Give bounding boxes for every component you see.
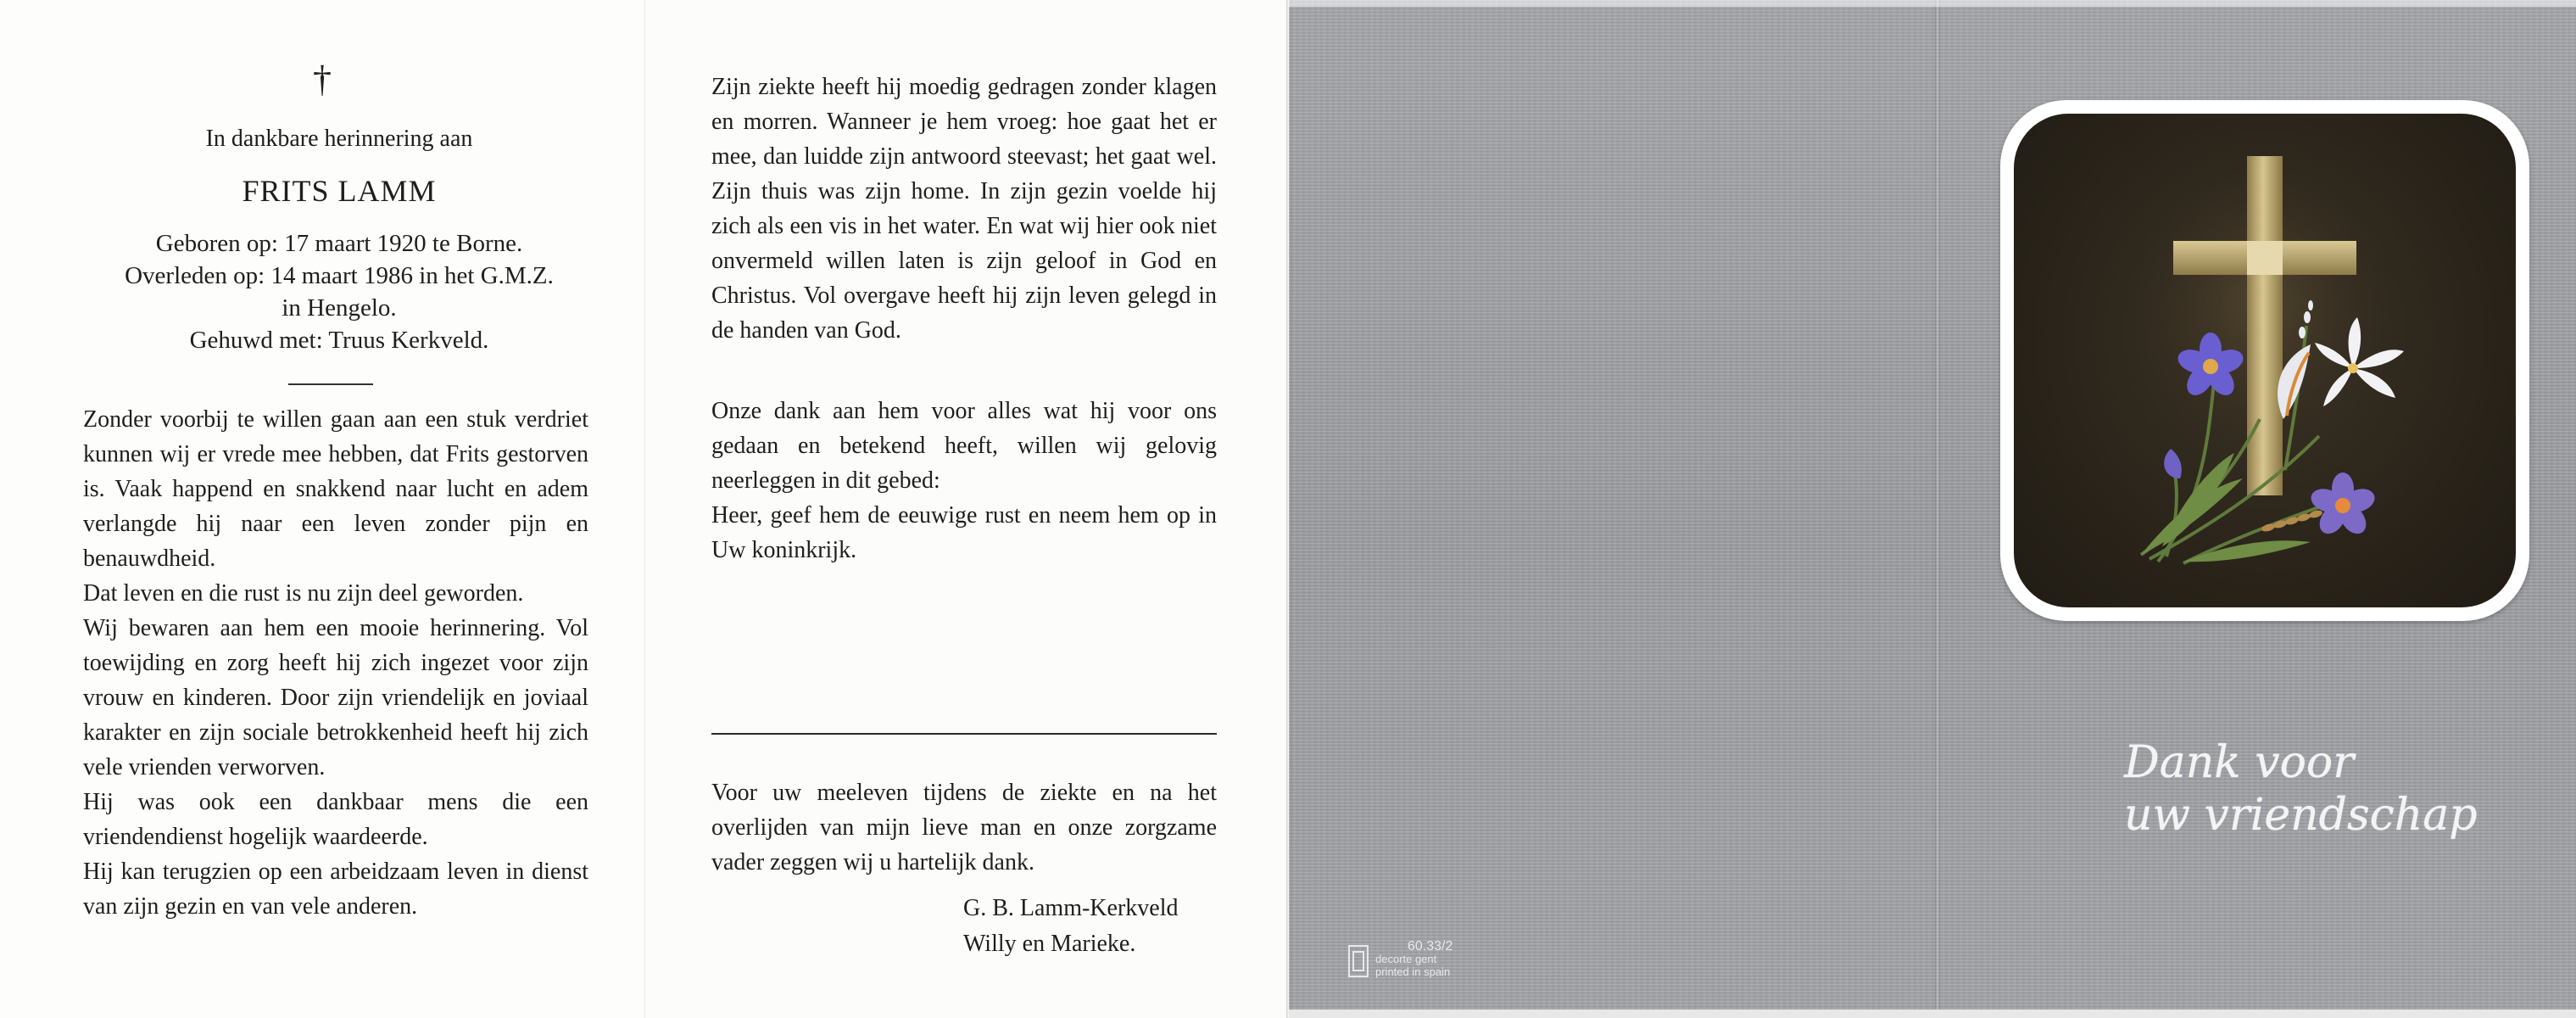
memorial-text-continued	[711, 70, 1217, 348]
memorial-panel-left	[0, 0, 644, 1018]
cross-icon: †	[313, 59, 332, 100]
paragraph: Hij was ook een dankbaar mens die een vriendendienst hogelijk waardeerde.	[83, 789, 588, 850]
card-edge	[1289, 0, 2576, 7]
prayer-text: Heer, geef hem de eeuwige rust en neem hem op in Uw koninkrijk.	[711, 502, 1217, 563]
card-edge	[1289, 1010, 2576, 1018]
cross-with-flowers-icon	[2014, 114, 2516, 607]
divider	[711, 733, 1217, 735]
paragraph: Voor uw meeleven tijdens de ziekte en na het overlijden van mijn lieve man en onze zorgzame vader zeggen wij u hartelijk dank.	[711, 780, 1217, 875]
personal-details	[34, 227, 644, 356]
paragraph: Zijn ziekte heeft hij moedig gedragen zonder klagen en morren. Wanneer je hem vroeg: hoe gaat het er mee, dan luidde zijn antwoord steevast; het gaat wel. Zijn thuis was zijn home. In zijn gezin voelde hij zich als een vis in het water. En wat wij hier ook niet onvermeld willen laten is zijn geloof in God en Christus. Vol overgave heeft hij zijn leven gelegd in de handen van God.	[711, 74, 1217, 344]
fold-line	[1286, 0, 1291, 1018]
married-line: Gehuwd met: Truus Kerkveld.	[189, 327, 489, 354]
printer-note: printed in spain	[1375, 965, 1451, 978]
cover-title-line: uw vriendschap	[2124, 790, 2478, 841]
died-place-line: in Hengelo.	[282, 294, 397, 322]
front-cover	[1938, 0, 2576, 1018]
printer-name: decorte gent	[1375, 953, 1437, 965]
printer-code: 60.33/2	[1408, 939, 1453, 954]
born-line: Geboren op: 17 maart 1920 te Borne.	[155, 230, 523, 257]
paragraph: Onze dank aan hem voor alles wat hij voor ons gedaan en betekend heeft, willen wij gelovig neerleggen in dit gebed:	[711, 398, 1217, 494]
deceased-name: FRITS LAMM	[242, 174, 437, 208]
died-line: Overleden op: 14 maart 1986 in het G.M.Z.	[125, 262, 554, 289]
divider	[288, 383, 373, 385]
paragraph: Wij bewaren aan hem een mooie herinnering. Vol toewijding en zorg heeft hij zich ingezet voor zijn vrouw en kinderen. Door zijn vriendelijk en joviaal karakter en zijn sociale betrokkenheid heeft hij zich vele vrienden verworven.	[83, 615, 588, 780]
memorial-text	[83, 402, 588, 924]
signature-line: G. B. Lamm-Kerkveld	[963, 895, 1179, 921]
cover-title-line: Dank voor	[2124, 737, 2355, 788]
back-cover	[1289, 0, 1938, 1018]
signature-line: Willy en Marieke.	[963, 931, 1136, 957]
signature	[963, 891, 1179, 962]
printer-logo-icon	[1348, 945, 1369, 977]
intro-text: In dankbare herinnering aan	[205, 126, 473, 152]
paragraph: Hij kan terugzien op een arbeidzaam leven in dienst van zijn gezin en van vele anderen.	[83, 859, 588, 920]
fold-line	[1935, 0, 1940, 1018]
printer-mark	[1348, 940, 1452, 978]
memorial-panel-right	[644, 0, 1289, 1018]
thank-you-text	[711, 775, 1217, 880]
paragraph: Dat leven en die rust is nu zijn deel geworden.	[83, 580, 524, 607]
cover-title	[2124, 736, 2480, 842]
prayer-block	[711, 394, 1217, 568]
paragraph: Zonder voorbij te willen gaan aan een stuk verdriet kunnen wij er vrede mee hebben, dat Frits gestorven is. Vaak happend en snakkend naar lucht en adem verlangde hij naar een leven zonder pijn en benauwdheid.	[83, 406, 588, 572]
